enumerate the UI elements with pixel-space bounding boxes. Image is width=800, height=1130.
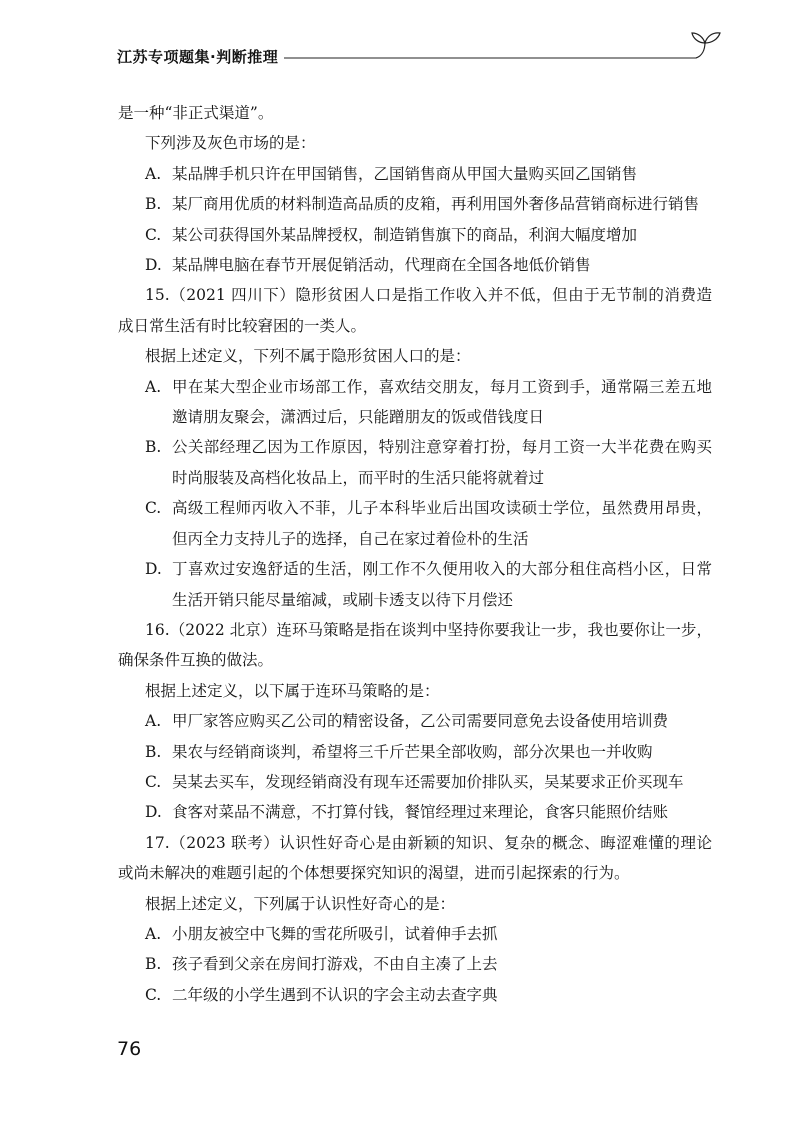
option-label: D. — [145, 560, 162, 579]
q14-stem: 下列涉及灰色市场的是： — [145, 134, 316, 153]
q15-option-b — [118, 432, 712, 493]
option-text-line: 邀请朋友聚会，潇洒过后，只能蹭朋友的饭或借钱度日 — [172, 408, 545, 427]
q17-definition-line: 或尚未解决的难题引起的个体想要探究知识的渴望，进而引起探索的行为。 — [118, 864, 630, 883]
q14-option-d — [118, 250, 712, 280]
option-text-line: 生活开销只能尽量缩减，或刷卡透支以待下月偿还 — [172, 590, 514, 609]
option-label: C. — [145, 772, 162, 791]
q15-option-a — [118, 372, 712, 433]
q17-option-b — [118, 949, 712, 979]
option-label: C. — [145, 499, 162, 518]
header-rule — [284, 30, 724, 66]
option-text: 某品牌手机只许在甲国销售，乙国销售商从甲国大量购买回乙国销售 — [172, 164, 638, 183]
q17-definition-line: 17.（2023 联考）认识性好奇心是由新颖的知识、复杂的概念、晦涩难懂的理论 — [145, 833, 712, 852]
continuation-text: 是一种“非正式渠道”。 — [118, 104, 274, 122]
option-label: A. — [145, 164, 162, 183]
option-text: 某公司获得国外某品牌授权，制造销售旗下的商品，利润大幅度增加 — [172, 225, 638, 244]
option-text-line: 但丙全力支持儿子的选择，自己在家过着俭朴的生活 — [172, 529, 529, 548]
option-text: 孩子看到父亲在房间打游戏，不由自主凑了上去 — [172, 955, 498, 974]
option-text: 小朋友被空中飞舞的雪花所吸引，试着伸手去抓 — [172, 924, 498, 943]
option-text: 果农与经销商谈判，希望将三千斤芒果全部收购，部分次果也一并收购 — [172, 742, 653, 761]
q15-definition-line: 成日常生活有时比较窘困的一类人。 — [118, 316, 367, 335]
option-label: A. — [145, 377, 162, 396]
q14-option-b — [118, 189, 712, 219]
option-text-line: 高级工程师丙收入不菲，儿子本科毕业后出国攻读硕士学位，虽然费用昂贵， — [172, 499, 712, 518]
option-label: B. — [145, 742, 162, 761]
q14-option-c — [118, 220, 712, 250]
option-text: 某厂商用优质的材料制造高品质的皮箱，再利用国外奢侈品营销商标进行销售 — [172, 195, 700, 214]
page-body — [118, 98, 712, 1010]
option-label: B. — [145, 955, 162, 974]
q15-option-d — [118, 554, 712, 615]
option-label: D. — [145, 803, 162, 822]
option-label: A. — [145, 712, 162, 731]
option-text: 二年级的小学生遇到不认识的字会主动去查字典 — [172, 985, 498, 1004]
option-text: 食客对菜品不满意，不打算付钱，餐馆经理过来理论，食客只能照价结账 — [172, 803, 669, 822]
q16-stem: 根据上述定义，以下属于连环马策略的是： — [145, 681, 440, 700]
q16-definition-line: 确保条件互换的做法。 — [118, 651, 274, 670]
q17-option-a — [118, 919, 712, 949]
q16-option-b — [118, 737, 712, 767]
q16-option-c — [118, 767, 712, 797]
page-number: 76 — [117, 1038, 142, 1060]
option-label: B. — [145, 195, 162, 214]
option-text-line: 甲在某大型企业市场部工作，喜欢结交朋友，每月工资到手，通常隔三差五地 — [172, 377, 712, 396]
option-text: 甲厂家答应购买乙公司的精密设备，乙公司需要同意免去设备使用培训费 — [172, 712, 669, 731]
option-text: 吴某去买车，发现经销商没有现车还需要加价排队买，吴某要求正价买现车 — [172, 772, 684, 791]
option-label: C. — [145, 225, 162, 244]
q17-option-c — [118, 980, 712, 1010]
option-label: B. — [145, 438, 162, 457]
q17-stem: 根据上述定义，下列属于认识性好奇心的是： — [145, 894, 456, 913]
q15-definition-line: 15.（2021 四川下）隐形贫困人口是指工作收入并不低，但由于无节制的消费造 — [145, 286, 712, 305]
option-text-line: 时尚服装及高档化妆品上，而平时的生活只能将就着过 — [172, 468, 545, 487]
option-label: D. — [145, 256, 162, 275]
option-text-line: 公关部经理乙因为工作原因，特别注意穿着打扮，每月工资一大半花费在购买 — [172, 438, 712, 457]
q16-option-a — [118, 706, 712, 736]
option-text: 某品牌电脑在春节开展促销活动，代理商在全国各地低价销售 — [172, 256, 591, 275]
option-label: A. — [145, 924, 162, 943]
sprout-icon — [692, 33, 720, 58]
q15-stem: 根据上述定义，下列不属于隐形贫困人口的是： — [145, 347, 471, 366]
q16-option-d — [118, 797, 712, 827]
option-text-line: 丁喜欢过安逸舒适的生活，刚工作不久便用收入的大部分租住高档小区，日常 — [172, 560, 712, 579]
q14-option-a — [118, 159, 712, 189]
running-header-title: 江苏专项题集·判断推理 — [117, 48, 279, 66]
option-label: C. — [145, 985, 162, 1004]
q15-option-c — [118, 493, 712, 554]
q16-definition-line: 16.（2022 北京）连环马策略是指在谈判中坚持你要我让一步，我也要你让一步， — [145, 620, 712, 639]
